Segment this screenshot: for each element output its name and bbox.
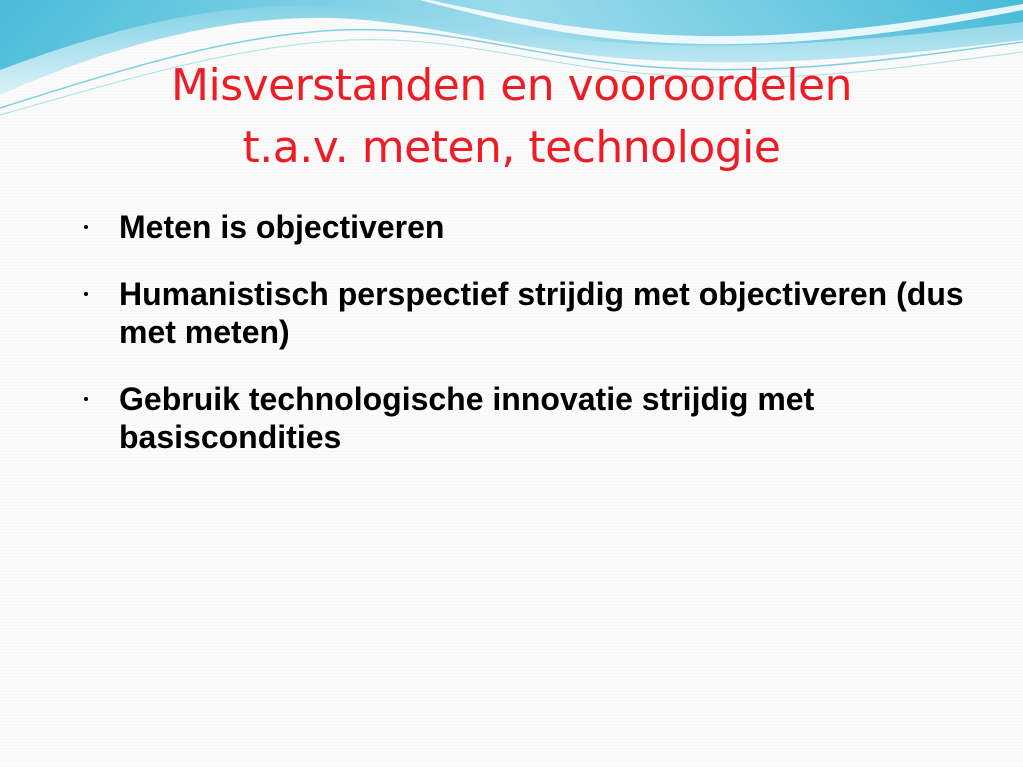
- slide-title-line-1: Misverstanden en vooroordelen: [171, 60, 852, 111]
- bullet-dot-icon: [84, 225, 88, 229]
- bullet-dot-icon: [84, 397, 88, 401]
- bullet-text: Humanistisch perspectief strijdig met objectiveren (dus met meten): [119, 276, 964, 350]
- bullet-item: [82, 208, 982, 246]
- bullet-text: Gebruik technologische innovatie strijdig met basiscondities: [119, 381, 815, 455]
- bullet-list: [82, 208, 982, 485]
- bullet-dot-icon: [84, 292, 88, 296]
- slide-title: [0, 55, 1023, 179]
- bullet-item: [82, 275, 982, 351]
- bullet-item: [82, 380, 982, 456]
- bullet-text: Meten is objectiveren: [119, 209, 445, 245]
- slide-title-line-2: t.a.v. meten, technologie: [242, 122, 781, 173]
